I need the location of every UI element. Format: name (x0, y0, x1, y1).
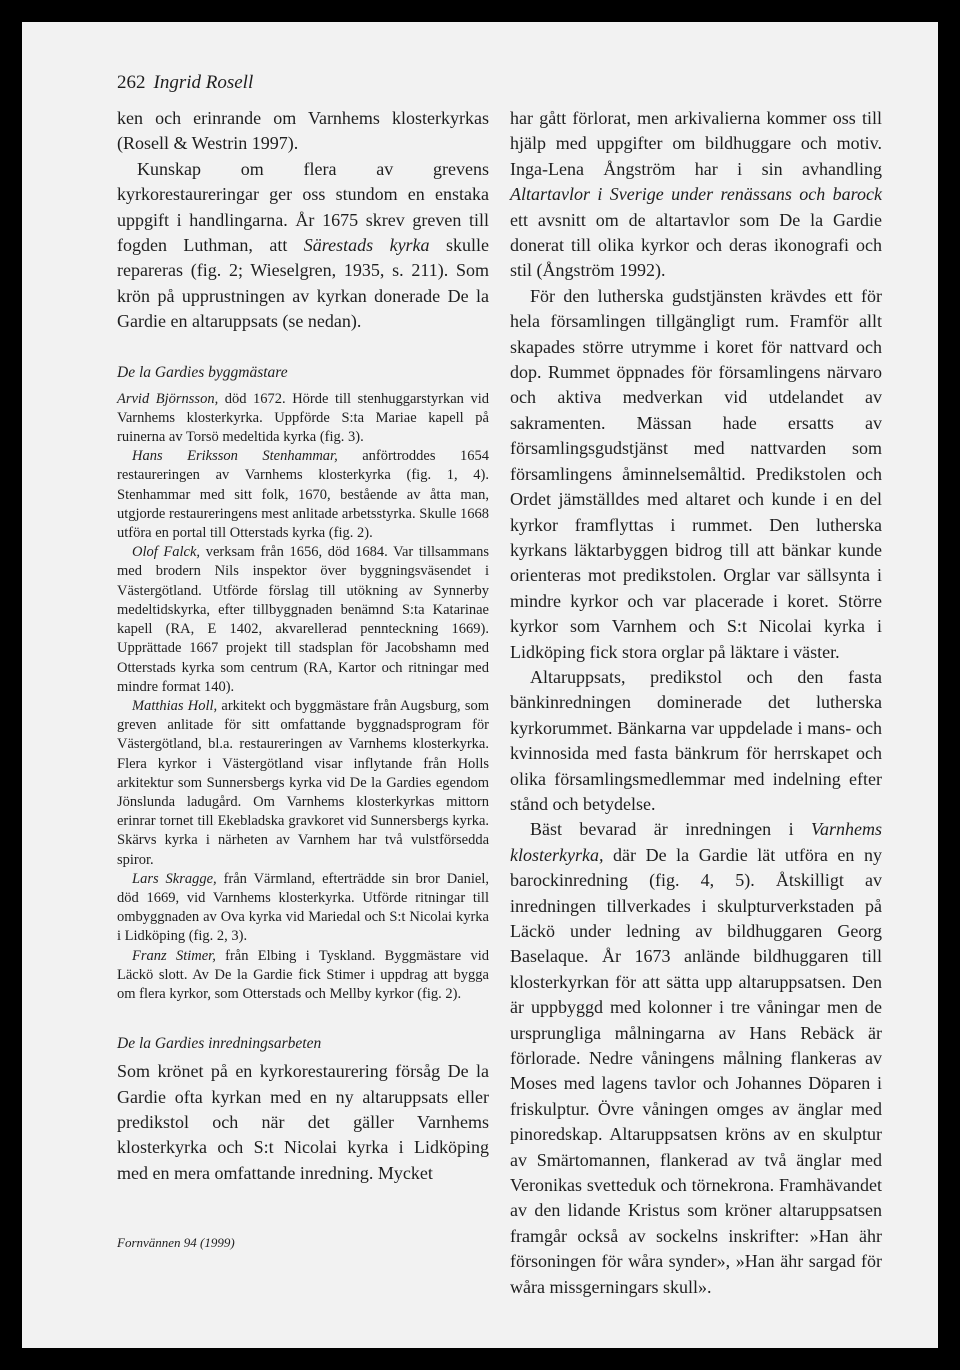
builder-entry: Olof Falck, verksam från 1656, död 1684. Var tillsammans med brodern Nils inspektor över byggningsväsendet i Västergötland. Utförde förslag till utökning av Synnerby medeltidskyrka, efter tillbyggnaden benämnd S:ta Katarinae kapell (RA, E 1402, akvarellerad pennteckning 1669). Upprättade 1667 projekt till stadsplan för Jacobshamn med Otterstads kyrka som centrum (RA, Kartor och ritningar med mindre format 140). (117, 544, 489, 695)
journal-footer: Fornvännen 94 (1999) (117, 1235, 235, 1250)
paragraph: För den lutherska gudstjänsten krävdes ett för hela församlingen tillgängligt rum. Framför allt skapades större utrymme i koret för nattvard och dop. Rummet öppnades för församlingens närvaro och aktiva medverkan vid utdelandet av sakramenten. Mässan hade ersatts av församlingsgudstjänst med nattvarden som församlingens åminnelsemåltid. Predikstolen och Ordet jämställdes med altaret och kunde i en del kyrkor framflyttas i rummet. Den lutherska kyrkans läktarbyggen bidrog till att bänkar kunde orienteras mot predikstolen. Orglar var sällsynta i mindre kyrkor och var placerade i koret. Större kyrkor som Varnhem och S:t Nicolai kyrka i Lidköping fick stora orglar på läktare i väster. (510, 285, 882, 662)
section-heading: De la Gardies inredningsarbeten (117, 1035, 322, 1053)
paragraph: Altaruppsats, predikstol och den fasta bänkinredningen dominerade det lutherska kyrkorummet. Bänkarna var uppdelade i mans- och kvinnosida med fasta bänkrum för herrskapet och olika församlingsmedlemmar med indelning efter stånd och betydelse. (510, 666, 882, 814)
builder-entry: Arvid Björnsson, död 1672. Hörde till stenhuggarstyrkan vid Varnhems klosterkyrka. Uppförde S:ta Mariae kapell på ruinerna av Torsö medeltida kyrka (fig. 3). (117, 390, 490, 446)
paragraph: ken och erinrande om Varnhems klosterkyrkas (Rosell & Westrin 1997). (117, 108, 489, 154)
left-column (117, 106, 489, 1186)
paragraph: Bäst bevarad är inredningen i Varnhems klosterkyrka, där De la Gardie lät utföra en ny barockinredning (fig. 4, 5). Åtskilligt av inredningen tillverkades i skulpturverkstaden på Läckö under ledning av bildhuggaren Georg Baselaque. År 1673 anlände bildhuggaren till klosterkyrkan för att sätta upp altaruppsatsen. Den är uppbyggd med kolonner i tre våningar men de ursprungliga målningarna av Hans Rebäck är förlorade. Nedre våningens målning flankeras av Moses med lagens tavlor och Johannes Döparen i friskulptur. Övre våningen omges av änglar med pinoredskap. Altaruppsatsen kröns av en skulptur av Smärtomannen, flankerad av två änglar med Veronikas svetteduk och törnekrona. Framhävandet av den lidande Kristus som kröner altaruppsatsen framgår också av sockelns inskrifter: »Han ähr försoningen för wåra synder», »Han ähr sargad för wåra missgerningars skull». (510, 819, 882, 1297)
author-name: Ingrid Rosell (153, 72, 254, 93)
page-number: 262 (117, 72, 146, 93)
paragraph: Kunskap om flera av grevens kyrkorestaureringar ger oss stundom en enstaka uppgift i handlingarna. År 1675 skrev greven till fogden Luthman, att Särestads kyrka skulle repareras (fig. 2; Wieselgren, 1935, s. 211). Som krön på upprustningen av kyrkan donerade De la Gardie en altaruppsats (se nedan). (117, 158, 490, 332)
right-column (510, 106, 882, 1300)
builder-entry: Matthias Holl, arkitekt och byggmästare från Augsburg, som greven anlitade för sitt omfattande byggnadsprogram för Västergötland, bl.a. restaureringen av Varnhems klosterkyrka. Flera kyrkor i Västergötland visar inflytande från Holls arkitektur som Sunnersbergs kyrka vid De la Gardies egendom Jönslunda ladugård. Om Varnhems klosterkyrkas mittorn erinrar tornet till Ekebladska gravkoret vid Sunnersbergs kyrka. Skärvs kyrka i närheten av Varnhem har två vulstförsedda spiror. (117, 697, 489, 868)
paragraph: Som krönet på en kyrkorestaurering försåg De la Gardie ofta kyrkan med en ny altaruppsats eller predikstol och när det gäller Varnhems klosterkyrka och S:t Nicolai kyrka i Lidköping med en mera omfattande inredning. Mycket (117, 1061, 489, 1183)
builder-entry: Hans Eriksson Stenhammar, anförtroddes 1654 restaureringen av Varnhems klosterkyrka (fig. 1, 4). Stenhammar med sitt folk, 1670, bestående av åtta man, utgjorde restaureringens mest anlitade arbetsstyrka. Skulle 1668 utföra en portal till Otterstads kyrka (fig. 2). (117, 448, 489, 542)
section-heading: De la Gardies byggmästare (117, 363, 288, 381)
paragraph: har gått förlorat, men arkivalierna kommer oss till hjälp med uppgifter om bildhuggare och motiv. Inga-Lena Ångström har i sin avhandling Altartavlor i Sverige under renässans och barock ett avsnitt om de altartavlor som De la Gardie donerat till olika kyrkor och deras ikonografi och stil (Ångström 1992). (510, 108, 882, 281)
running-header (117, 72, 253, 94)
builder-entry: Franz Stimer, från Elbing i Tyskland. Byggmästare vid Läckö slott. Av De la Gardie fick Stimer i uppdrag att bygga om flera kyrkor, som Otterstads och Mellby kyrkor (fig. 2). (117, 947, 489, 1002)
builder-entry: Lars Skragge, från Värmland, efterträdde sin bror Daniel, död 1669, vid Varnhems klosterkyrka. Utförde ritningar till ombyggnaden av Ova kyrka vid Mariedal och S:t Nicolai kyrka i Lidköping (fig. 2, 3). (117, 870, 490, 945)
page (22, 22, 938, 1348)
